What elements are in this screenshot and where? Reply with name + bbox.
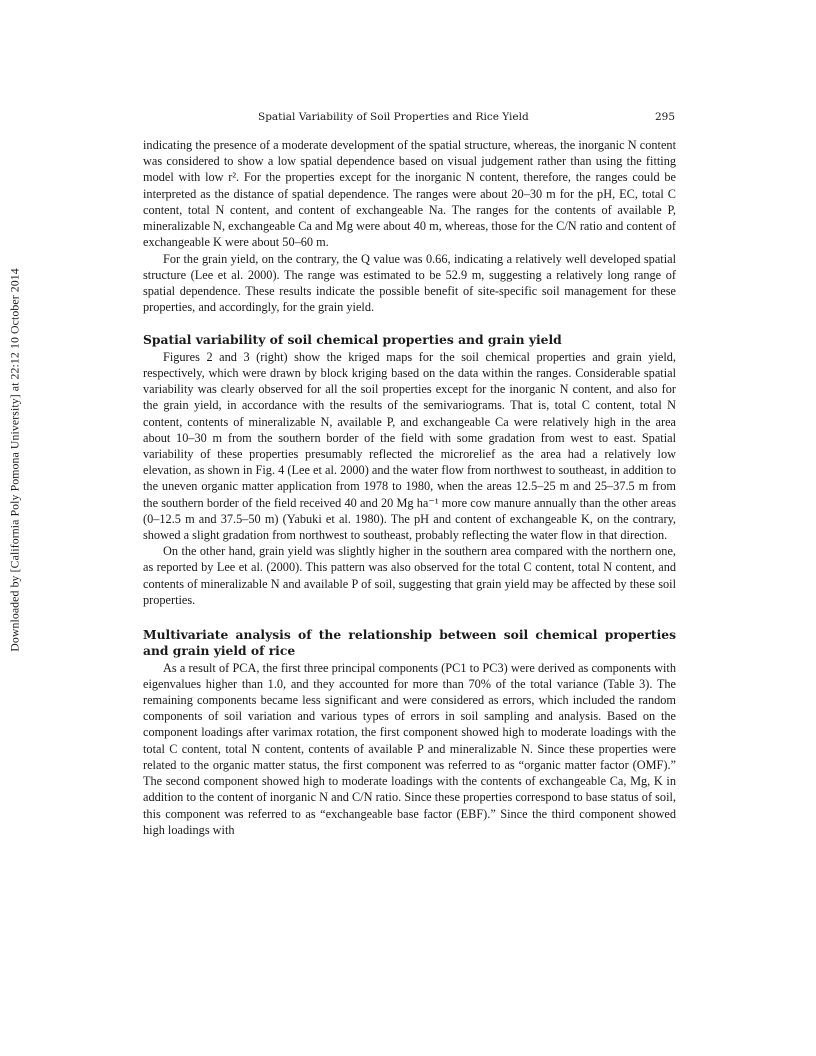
paragraph-kriged-maps: Figures 2 and 3 (right) show the kriged maps for the soil chemical properties and grain yield, respectively, which were drawn by block kriging based on the data within the ranges. Considerable spatial variability was clearly observed for all the soil properties except for the inorganic N content, and also for the grain yield, in accordance with the results of the semivariograms. That is, total C content, total N content, contents of mineralizable N, available P, and exchangeable Ca were relatively high in the area about 10–30 m from the southern border of the field with some gradation from west to east. Spatial variability of these properties presumably reflected the microrelief as the area had a relatively low elevation, as shown in Fig. 4 (Lee et al. 2000) and the water flow from northwest to southeast, in addition to the uneven organic matter application from 1978 to 1980, when the areas 12.5–25 m and 25–37.5 m from the southern border of the field received 40 and 20 Mg ha⁻¹ more cow manure annually than the other areas (0–12.5 m and 37.5–50 m) (Yabuki et al. 1980). The pH and content of exchangeable K, on the contrary, showed a slight gradation from northwest to southeast, probably reflecting the water flow in that direction. — [143, 349, 676, 543]
page-number: 295 — [655, 111, 676, 123]
paragraph-grain-yield-pattern: On the other hand, grain yield was slightly higher in the southern area compared with the northern one, as reported by Lee et al. (2000). This pattern was also observed for the total C content, total N content, and contents of mineralizable N and available P of soil, suggesting that grain yield may be affected by these soil properties. — [143, 544, 676, 607]
paragraph-grain-yield: For the grain yield, on the contrary, the Q value was 0.66, indicating a relatively well developed spatial structure (Lee et al. 2000). The range was estimated to be 52.9 m, suggesting a relatively long range of spatial dependence. These results indicate the possible benefit of site-specific soil management for these properties, and accordingly, for the grain yield. — [143, 251, 676, 315]
download-watermark — [6, 160, 24, 760]
article-body — [143, 137, 676, 838]
section-heading-multivariate-analysis: Multivariate analysis of the relationship between soil chemical properties and grain yield of rice — [143, 627, 676, 659]
download-watermark-text: Downloaded by [California Poly Pomona University] at 22:12 10 October 2014 — [7, 268, 22, 652]
paragraph-continued: indicating the presence of a moderate development of the spatial structure, whereas, the inorganic N content was considered to show a low spatial dependence based on visual judgement rather than using the fitting model with low r². For the properties except for the inorganic N content, therefore, the ranges could be interpreted as the distance of spatial dependence. The ranges were about 20–30 m for the pH, EC, total C content, total N content, and content of exchangeable Na. The ranges for the contents of available P, mineralizable N, exchangeable Ca and Mg were about 40 m, whereas, those for the C/N ratio and content of exchangeable K were about 50–60 m. — [143, 138, 676, 250]
paragraph-pca-results: As a result of PCA, the first three principal components (PC1 to PC3) were derived as components with eigenvalues higher than 1.0, and they accounted for more than 70% of the total variance (Table 3). The remaining components became less significant and were considered as errors, which included the random components of soil variation and various types of errors in soil sampling and analysis. Based on the component loadings after varimax rotation, the first component showed high to moderate loadings with the total C content, total N content, contents of available P and mineralizable N. Since these properties were related to the organic matter status, the first component was referred to as “organic matter factor (OMF).” The second component showed high to moderate loadings with the contents of exchangeable Ca, Mg, K in addition to the content of inorganic N and C/N ratio. Since these properties correspond to base status of soil, this component was referred to as “exchangeable base factor (EBF).” Since the third component showed high loadings with — [143, 660, 676, 837]
running-head: Spatial Variability of Soil Properties and Rice Yield — [258, 111, 529, 123]
section-heading-spatial-variability: Spatial variability of soil chemical properties and grain yield — [143, 332, 562, 348]
